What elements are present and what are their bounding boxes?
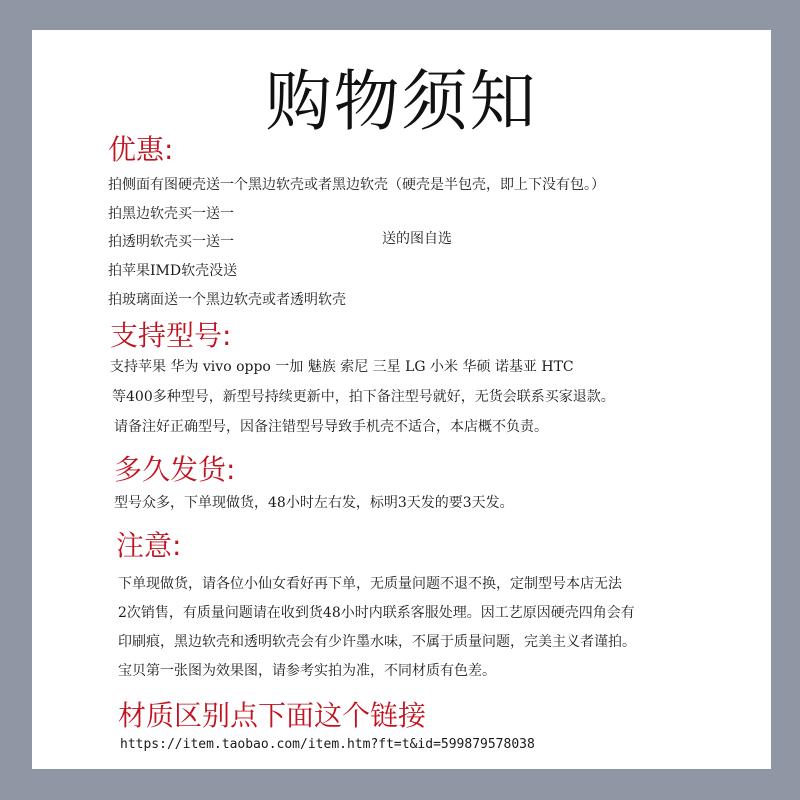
discount-line: 拍透明软壳买一送一 xyxy=(108,234,234,250)
notice-line: 2次销售，有质量问题请在收到货48小时内联系客服处理。因工艺原因硬壳四角会有 xyxy=(118,605,635,621)
shipping-line: 型号众多，下单现做货，48小时左右发，标明3天发的要3天发。 xyxy=(114,495,514,511)
discount-heading: 优惠: xyxy=(108,133,174,166)
notice-line: 宝贝第一张图为效果图，请参考实拍为准，不同材质有色差。 xyxy=(118,663,496,679)
models-line: 等400多种型号，新型号持续更新中，拍下备注型号就好，无货会联系买家退款。 xyxy=(112,389,615,405)
material-heading: 材质区别点下面这个链接 xyxy=(118,699,427,732)
discount-line: 拍苹果IMD软壳没送 xyxy=(108,263,238,279)
notice-card xyxy=(32,30,771,769)
discount-line: 拍玻璃面送一个黑边软壳或者透明软壳 xyxy=(108,292,346,308)
discount-line: 拍黑边软壳买一送一 xyxy=(108,206,234,222)
models-heading: 支持型号: xyxy=(110,319,232,352)
notice-heading: 注意: xyxy=(116,529,182,562)
models-line: 支持苹果 华为 vivo oppo 一加 魅族 索尼 三星 LG 小米 华硕 诺基亚 HTC xyxy=(110,359,574,375)
discount-line: 拍侧面有图硬壳送一个黑边软壳或者黑边软壳（硬壳是半包壳，即上下没有包。） xyxy=(108,177,605,193)
notice-line: 下单现做货，请各位小仙女看好再下单，无质量问题不退不换，定制型号本店无法 xyxy=(118,576,622,592)
page-title: 购物须知 xyxy=(265,63,538,140)
shipping-heading: 多久发货: xyxy=(114,453,236,486)
models-line: 请备注好正确型号，因备注错型号导致手机壳不适合，本店概不负责。 xyxy=(114,419,548,435)
discount-note: 送的图自选 xyxy=(382,231,452,247)
notice-line: 印刷痕，黑边软壳和透明软壳会有少许墨水味，不属于质量问题，完美主义者谨拍。 xyxy=(118,634,636,650)
material-link[interactable]: https://item.taobao.com/item.htm?ft=t&id=599879578038 xyxy=(120,737,535,752)
